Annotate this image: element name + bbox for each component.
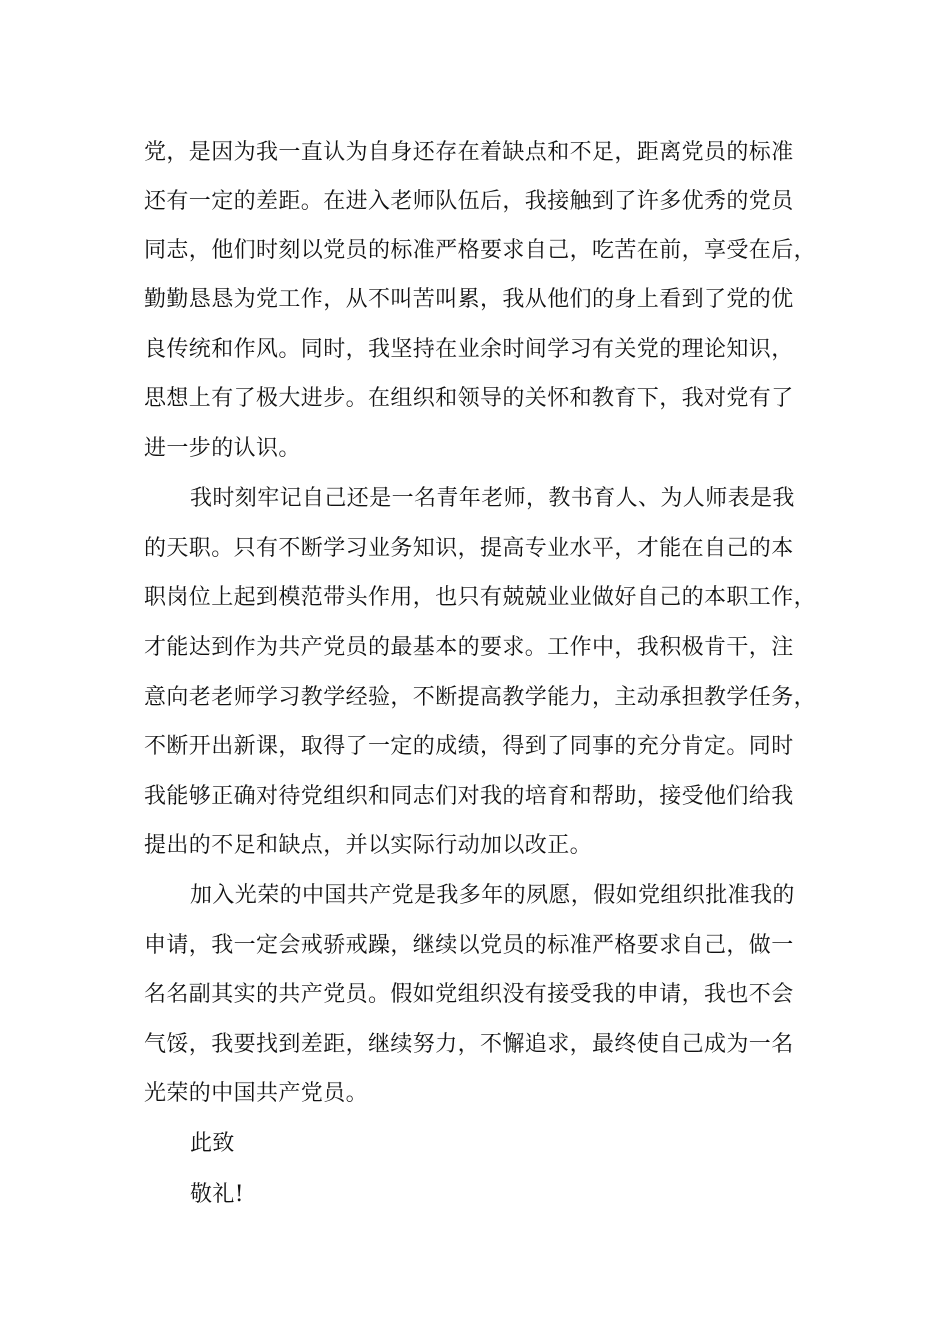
closing-regards: 敬礼! (190, 1182, 245, 1207)
paragraph-2-line-1: 我时刻牢记自己还是一名青年老师，教书育人、为人师表是我 (190, 486, 795, 511)
paragraph-1-line-1: 党，是因为我一直认为自身还存在着缺点和不足，距离党员的标准 (144, 140, 794, 165)
closing-salutation: 此致 (190, 1131, 235, 1156)
paragraph-2-line-8: 提出的不足和缺点，并以实际行动加以改正。 (144, 833, 593, 858)
paragraph-3-line-4: 气馁，我要找到差距，继续努力，不懈追求，最终使自己成为一名 (144, 1032, 794, 1057)
paragraph-2-line-3: 职岗位上起到模范带头作用，也只有兢兢业业做好自己的本职工作， (144, 585, 817, 610)
paragraph-2-line-6: 不断开出新课，取得了一定的成绩，得到了同事的充分肯定。同时 (144, 734, 794, 759)
paragraph-3-line-3: 名名副其实的共产党员。假如党组织没有接受我的申请，我也不会 (144, 982, 794, 1007)
paragraph-1-line-3: 同志，他们时刻以党员的标准严格要求自己，吃苦在前，享受在后， (144, 238, 817, 263)
paragraph-2-line-5: 意向老老师学习教学经验，不断提高教学能力，主动承担教学任务， (144, 685, 817, 710)
paragraph-3-line-5: 光荣的中国共产党员。 (144, 1081, 369, 1106)
paragraph-1-line-5: 良传统和作风。同时，我坚持在业余时间学习有关党的理论知识， (144, 337, 794, 362)
paragraph-3-line-2: 申请，我一定会戒骄戒躁，继续以党员的标准严格要求自己，做一 (144, 933, 794, 958)
paragraph-1-line-2: 还有一定的差距。在进入老师队伍后，我接触到了许多优秀的党员 (144, 189, 794, 214)
paragraph-1-line-6: 思想上有了极大进步。在组织和领导的关怀和教育下，我对党有了 (144, 386, 794, 411)
paragraph-1-line-7: 进一步的认识。 (144, 436, 301, 461)
paragraph-2-line-7: 我能够正确对待党组织和同志们对我的培育和帮助，接受他们给我 (144, 784, 794, 809)
paragraph-3-line-1: 加入光荣的中国共产党是我多年的夙愿，假如党组织批准我的 (190, 883, 795, 908)
paragraph-2-line-4: 才能达到作为共产党员的最基本的要求。工作中，我积极肯干，注 (144, 635, 794, 660)
paragraph-1-line-4: 勤勤恳恳为党工作，从不叫苦叫累，我从他们的身上看到了党的优 (144, 287, 794, 312)
paragraph-2-line-2: 的天职。只有不断学习业务知识，提高专业水平，才能在自己的本 (144, 536, 794, 561)
